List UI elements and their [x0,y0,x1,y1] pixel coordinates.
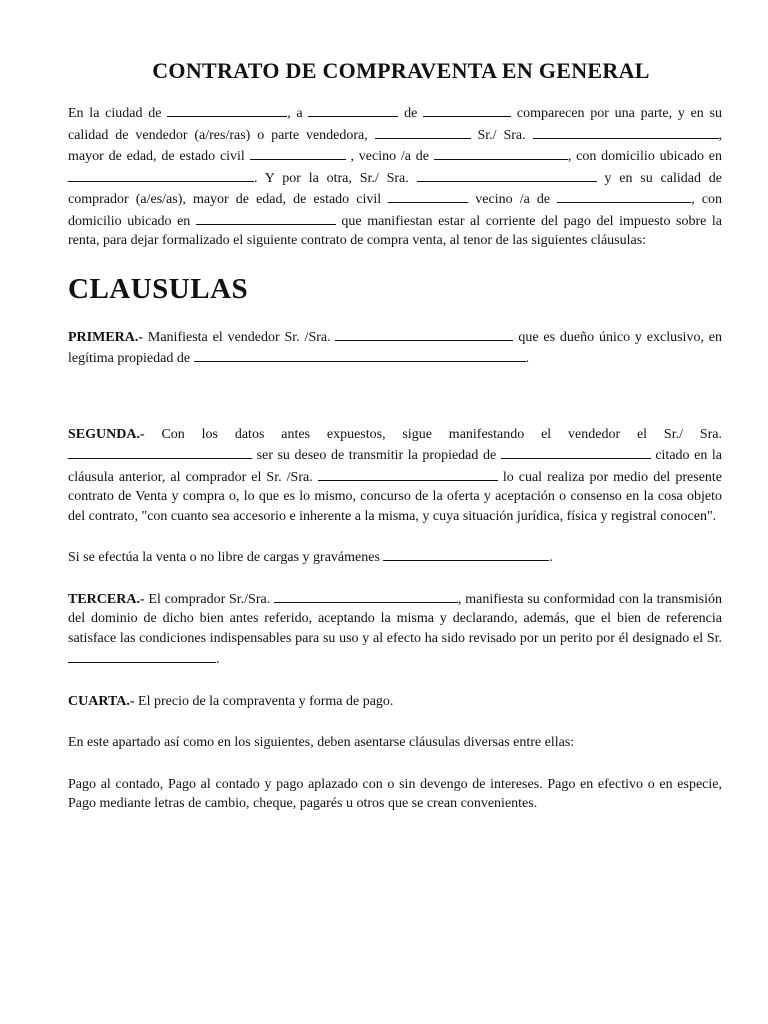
clause-cuarta [68,692,722,712]
blank-primera-seller[interactable] [335,326,513,341]
clause-text: El precio de la compraventa y forma de pago. [134,693,394,709]
spacer [68,670,722,692]
clause-text: citado en la cláusula anterior, al comprador el Sr. /Sra. [68,448,722,485]
blank-seller-name[interactable] [533,124,719,139]
clause-text: El comprador Sr./Sra. [144,591,274,607]
intro-text: , con domicilio ubicado en [68,192,722,229]
blank-tercera-expert[interactable] [68,648,216,663]
blank-primera-property[interactable] [194,347,526,362]
intro-paragraph [68,102,722,251]
intro-text: , con domicilio ubicado en [567,149,722,164]
clause-tercera [68,588,722,670]
blank-segunda-buyer[interactable] [318,466,498,481]
spacer [68,711,722,733]
clause-text: Manifiesta el vendedor Sr. /Sra. [143,329,336,345]
blank-buyer-residence[interactable] [557,188,691,203]
blank-segunda-seller[interactable] [68,444,252,459]
apartado-paragraph: En este apartado así como en los siguientes, deben asentarse cláusulas diversas entre ellas: [68,735,575,750]
intro-text: En la ciudad de [68,106,168,121]
blank-seller-civil-status[interactable] [250,145,346,160]
clause-tercera-head: TERCERA.- [68,591,145,607]
spacer [68,568,722,588]
blank-seller-residence[interactable] [434,145,568,160]
intro-text: , a [287,106,309,121]
intro-text: Sr./ Sra. [470,127,533,143]
intro-text: , mayor de edad, de estado civil [68,127,722,164]
intro-text: de [398,106,424,121]
clause-primera-head: PRIMERA.- [68,329,144,345]
blank-month[interactable] [423,102,511,117]
intro-text: , vecino /a de [345,149,434,164]
blank-buyer-address[interactable] [196,210,336,225]
clause-segunda-head: SEGUNDA.- [68,426,145,442]
blank-buyer-name[interactable] [417,167,597,182]
blank-segunda-property[interactable] [501,444,651,459]
cargas-paragraph [68,546,722,568]
intro-text: comparecen por una parte, y en su calidad de vendedor (a/res/ras) o parte vendedora, [68,106,723,143]
clause-text: lo cual realiza por medio del presente contrato de Venta y compra o, lo que es lo mismo, concurso de la oferta y aceptación o consenso en la cosa objeto del contrato, "con cuanto sea accesorio e inherente a la misma, y cuya situación jurídica, física y registral conocen". [68,469,723,524]
pago-paragraph: Pago al contado, Pago al contado y pago aplazado con o sin devengo de intereses. Pago en efectivo o en especie, Pago mediante letras de cambio, cheque, pagarés u otros que se crean convenientes. [68,776,722,811]
clause-cuarta-head: CUARTA.- [68,693,135,709]
blank-city[interactable] [167,102,287,117]
blank-tercera-buyer[interactable] [274,588,458,603]
blank-day[interactable] [308,102,398,117]
blank-cargas[interactable] [383,546,549,561]
intro-text: que manifiestan estar al corriente del pago del impuesto sobre la renta, para dejar formalizado el siguiente contrato de compra venta, al tenor de las siguientes cláusulas: [68,213,722,248]
intro-text: . Y por la otra, Sr./ Sra. [254,170,417,186]
intro-text: y en su calidad de comprador (a/es/as), mayor de edad, de estado civil [68,170,722,207]
blank-seller-address[interactable] [68,167,254,182]
spacer [68,369,722,425]
clause-text: . [525,351,530,366]
spacer [68,526,722,546]
cargas-text: . [549,550,553,565]
clause-text: que es dueño único y exclusivo, en legítima propiedad de [68,329,723,366]
clause-text: . [216,652,220,667]
clause-primera [68,326,722,369]
clausulas-heading: CLAUSULAS [68,272,249,305]
spacer [68,753,722,775]
cargas-text: Si se efectúa la venta o no libre de cargas y gravámenes [68,550,384,565]
intro-text: vecino /a de [468,192,558,207]
clause-text: , manifiesta su conformidad con la transmisión del dominio de dicho bien antes referido, aceptando la misma y declarando, además, que el bien de referencia satisface las condiciones indispensables para su uso y al efecto ha sido revisado por un perito por él designado el Sr. [68,591,722,646]
document-title: CONTRATO DE COMPRAVENTA EN GENERAL [152,58,650,83]
blank-buyer-civil-status[interactable] [388,188,468,203]
blank-seller-party[interactable] [375,124,471,139]
clause-text: Con los datos antes expuestos, sigue manifestando el vendedor el Sr./ Sra. [144,426,722,442]
clause-text: ser su deseo de transmitir la propiedad de [252,448,501,463]
clause-segunda [68,425,722,527]
